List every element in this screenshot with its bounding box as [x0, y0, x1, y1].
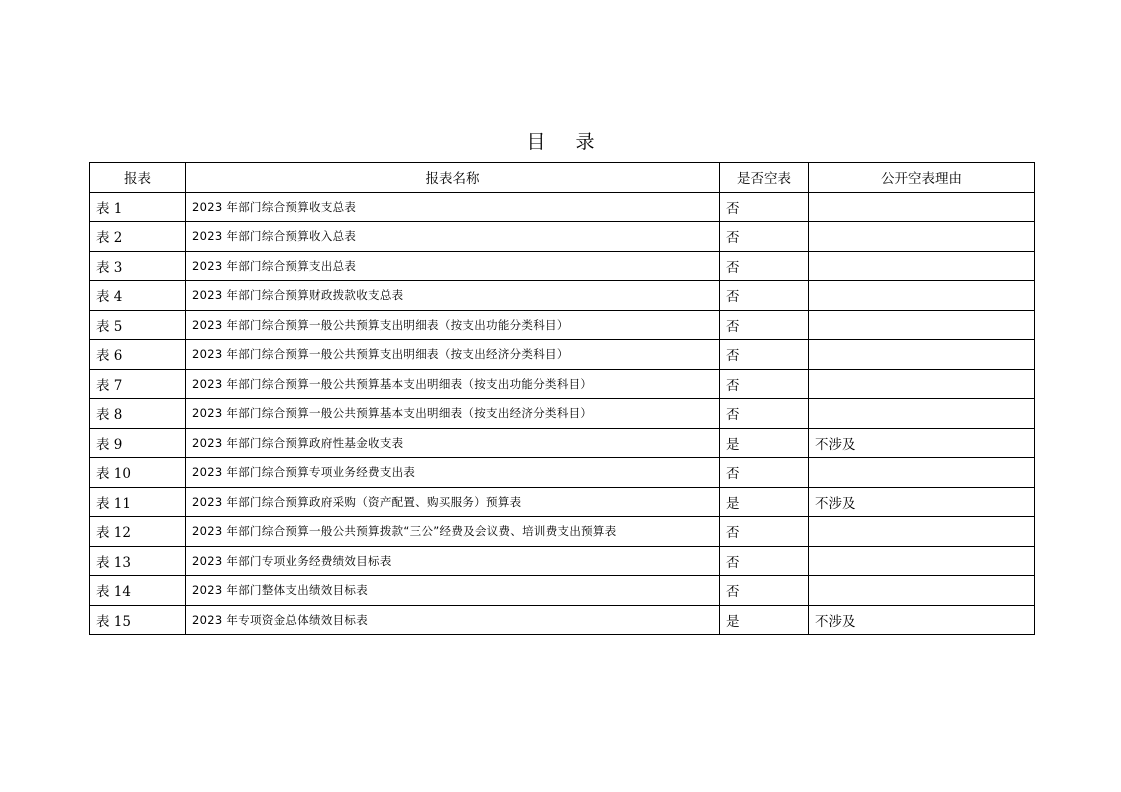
empty-reason-cell: 不涉及 — [809, 487, 1035, 517]
report-name-cell: 2023 年部门综合预算一般公共预算支出明细表（按支出功能分类科目） — [186, 310, 720, 340]
empty-reason-cell — [809, 576, 1035, 606]
empty-reason-cell — [809, 546, 1035, 576]
is-empty-cell: 否 — [720, 281, 809, 311]
report-id-cell: 表 3 — [90, 251, 186, 281]
report-id-cell: 表 13 — [90, 546, 186, 576]
report-id-cell: 表 10 — [90, 458, 186, 488]
report-name-cell: 2023 年部门专项业务经费绩效目标表 — [186, 546, 720, 576]
table-body — [90, 192, 1035, 635]
report-name-cell: 2023 年部门整体支出绩效目标表 — [186, 576, 720, 606]
empty-reason-cell: 不涉及 — [809, 428, 1035, 458]
report-id-cell: 表 7 — [90, 369, 186, 399]
is-empty-cell: 否 — [720, 222, 809, 252]
report-id-cell: 表 1 — [90, 192, 186, 222]
table-row — [90, 281, 1035, 311]
report-id-cell: 表 2 — [90, 222, 186, 252]
is-empty-cell: 否 — [720, 369, 809, 399]
empty-reason-cell — [809, 458, 1035, 488]
is-empty-cell: 是 — [720, 487, 809, 517]
is-empty-cell: 否 — [720, 399, 809, 429]
report-name-cell: 2023 年专项资金总体绩效目标表 — [186, 605, 720, 635]
header-is-empty: 是否空表 — [720, 163, 809, 193]
is-empty-cell: 否 — [720, 546, 809, 576]
empty-reason-cell — [809, 399, 1035, 429]
is-empty-cell: 是 — [720, 605, 809, 635]
table-row — [90, 458, 1035, 488]
table-row — [90, 399, 1035, 429]
page-title: 目 录 — [526, 131, 607, 153]
empty-reason-cell — [809, 281, 1035, 311]
report-name-cell: 2023 年部门综合预算政府采购（资产配置、购买服务）预算表 — [186, 487, 720, 517]
table-row — [90, 340, 1035, 370]
is-empty-cell: 否 — [720, 251, 809, 281]
table-row — [90, 428, 1035, 458]
table-row — [90, 487, 1035, 517]
header-report-id: 报表 — [90, 163, 186, 193]
is-empty-cell: 否 — [720, 340, 809, 370]
table-row — [90, 192, 1035, 222]
report-id-cell: 表 11 — [90, 487, 186, 517]
report-name-cell: 2023 年部门综合预算收支总表 — [186, 192, 720, 222]
report-id-cell: 表 6 — [90, 340, 186, 370]
report-name-cell: 2023 年部门综合预算支出总表 — [186, 251, 720, 281]
table-row — [90, 310, 1035, 340]
report-id-cell: 表 8 — [90, 399, 186, 429]
report-name-cell: 2023 年部门综合预算政府性基金收支表 — [186, 428, 720, 458]
empty-reason-cell: 不涉及 — [809, 605, 1035, 635]
is-empty-cell: 否 — [720, 517, 809, 547]
table-row — [90, 517, 1035, 547]
is-empty-cell: 否 — [720, 458, 809, 488]
table-row — [90, 251, 1035, 281]
table-row — [90, 369, 1035, 399]
empty-reason-cell — [809, 222, 1035, 252]
report-name-cell: 2023 年部门综合预算一般公共预算基本支出明细表（按支出经济分类科目） — [186, 399, 720, 429]
empty-reason-cell — [809, 369, 1035, 399]
table-row — [90, 605, 1035, 635]
is-empty-cell: 否 — [720, 576, 809, 606]
empty-reason-cell — [809, 310, 1035, 340]
report-name-cell: 2023 年部门综合预算一般公共预算拨款“三公”经费及会议费、培训费支出预算表 — [186, 517, 720, 547]
table-row — [90, 222, 1035, 252]
report-name-cell: 2023 年部门综合预算专项业务经费支出表 — [186, 458, 720, 488]
is-empty-cell: 是 — [720, 428, 809, 458]
table-row — [90, 546, 1035, 576]
report-name-cell: 2023 年部门综合预算收入总表 — [186, 222, 720, 252]
table-row — [90, 576, 1035, 606]
table-of-contents — [89, 162, 1035, 635]
is-empty-cell: 否 — [720, 310, 809, 340]
report-id-cell: 表 4 — [90, 281, 186, 311]
header-empty-reason: 公开空表理由 — [809, 163, 1035, 193]
empty-reason-cell — [809, 251, 1035, 281]
report-name-cell: 2023 年部门综合预算一般公共预算基本支出明细表（按支出功能分类科目） — [186, 369, 720, 399]
report-name-cell: 2023 年部门综合预算一般公共预算支出明细表（按支出经济分类科目） — [186, 340, 720, 370]
header-report-name: 报表名称 — [186, 163, 720, 193]
report-id-cell: 表 14 — [90, 576, 186, 606]
report-id-cell: 表 9 — [90, 428, 186, 458]
empty-reason-cell — [809, 340, 1035, 370]
report-id-cell: 表 12 — [90, 517, 186, 547]
report-name-cell: 2023 年部门综合预算财政拨款收支总表 — [186, 281, 720, 311]
report-id-cell: 表 15 — [90, 605, 186, 635]
empty-reason-cell — [809, 517, 1035, 547]
header-row — [90, 163, 1035, 193]
report-id-cell: 表 5 — [90, 310, 186, 340]
is-empty-cell: 否 — [720, 192, 809, 222]
empty-reason-cell — [809, 192, 1035, 222]
